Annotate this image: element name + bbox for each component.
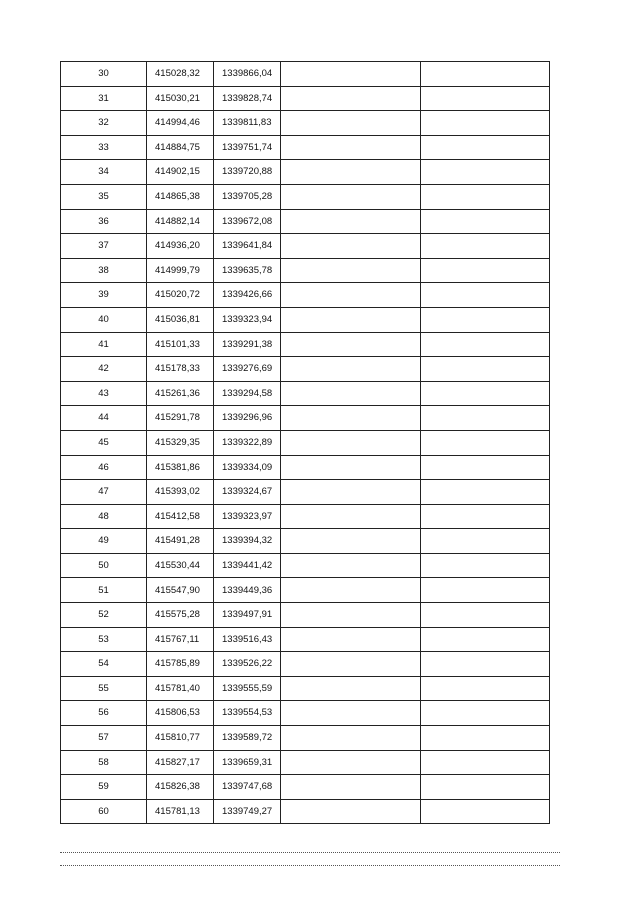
point-number-cell: 44 [61, 406, 147, 431]
y-coordinate-cell: 1339291,38 [214, 332, 281, 357]
x-coordinate-cell: 415781,13 [147, 799, 214, 824]
table-row [61, 701, 550, 726]
empty-cell [421, 652, 550, 677]
point-number-cell: 58 [61, 750, 147, 775]
table-row [61, 381, 550, 406]
x-coordinate-cell: 414865,38 [147, 184, 214, 209]
point-number-cell: 51 [61, 578, 147, 603]
y-coordinate-cell: 1339516,43 [214, 627, 281, 652]
empty-cell [421, 701, 550, 726]
point-number-cell: 36 [61, 209, 147, 234]
empty-cell [281, 381, 421, 406]
y-coordinate-cell: 1339441,42 [214, 553, 281, 578]
x-coordinate-cell: 415030,21 [147, 86, 214, 111]
table-row [61, 209, 550, 234]
x-coordinate-cell: 415547,90 [147, 578, 214, 603]
y-coordinate-cell: 1339426,66 [214, 283, 281, 308]
empty-cell [421, 627, 550, 652]
y-coordinate-cell: 1339749,27 [214, 799, 281, 824]
x-coordinate-cell: 414882,14 [147, 209, 214, 234]
empty-cell [281, 234, 421, 259]
point-number-cell: 55 [61, 676, 147, 701]
point-number-cell: 30 [61, 62, 147, 87]
table-row [61, 258, 550, 283]
empty-cell [281, 676, 421, 701]
empty-cell [421, 258, 550, 283]
y-coordinate-cell: 1339394,32 [214, 529, 281, 554]
x-coordinate-cell: 415810,77 [147, 726, 214, 751]
point-number-cell: 39 [61, 283, 147, 308]
table-row [61, 430, 550, 455]
table-row [61, 676, 550, 701]
empty-cell [421, 184, 550, 209]
point-number-cell: 31 [61, 86, 147, 111]
empty-cell [421, 307, 550, 332]
x-coordinate-cell: 415329,35 [147, 430, 214, 455]
empty-cell [281, 553, 421, 578]
y-coordinate-cell: 1339589,72 [214, 726, 281, 751]
x-coordinate-cell: 415020,72 [147, 283, 214, 308]
empty-cell [281, 184, 421, 209]
empty-cell [421, 553, 550, 578]
x-coordinate-cell: 415178,33 [147, 357, 214, 382]
y-coordinate-cell: 1339294,58 [214, 381, 281, 406]
x-coordinate-cell: 415491,28 [147, 529, 214, 554]
empty-cell [281, 480, 421, 505]
x-coordinate-cell: 415781,40 [147, 676, 214, 701]
empty-cell [421, 603, 550, 628]
empty-cell [281, 652, 421, 677]
table-row [61, 480, 550, 505]
x-coordinate-cell: 415575,28 [147, 603, 214, 628]
table-row [61, 406, 550, 431]
empty-cell [421, 430, 550, 455]
y-coordinate-cell: 1339449,36 [214, 578, 281, 603]
empty-cell [281, 775, 421, 800]
empty-cell [281, 504, 421, 529]
dotted-separator-line [60, 852, 560, 853]
point-number-cell: 60 [61, 799, 147, 824]
point-number-cell: 35 [61, 184, 147, 209]
coordinates-table-body [61, 62, 550, 824]
point-number-cell: 59 [61, 775, 147, 800]
empty-cell [421, 529, 550, 554]
table-row [61, 726, 550, 751]
x-coordinate-cell: 415028,32 [147, 62, 214, 87]
x-coordinate-cell: 415393,02 [147, 480, 214, 505]
empty-cell [281, 209, 421, 234]
point-number-cell: 53 [61, 627, 147, 652]
y-coordinate-cell: 1339659,31 [214, 750, 281, 775]
point-number-cell: 32 [61, 111, 147, 136]
table-row [61, 578, 550, 603]
y-coordinate-cell: 1339705,28 [214, 184, 281, 209]
point-number-cell: 52 [61, 603, 147, 628]
empty-cell [421, 86, 550, 111]
point-number-cell: 49 [61, 529, 147, 554]
empty-cell [421, 332, 550, 357]
table-row [61, 283, 550, 308]
empty-cell [421, 750, 550, 775]
table-row [61, 799, 550, 824]
empty-cell [421, 799, 550, 824]
x-coordinate-cell: 414884,75 [147, 135, 214, 160]
empty-cell [281, 111, 421, 136]
y-coordinate-cell: 1339751,74 [214, 135, 281, 160]
empty-cell [421, 726, 550, 751]
table-row [61, 775, 550, 800]
x-coordinate-cell: 415767,11 [147, 627, 214, 652]
point-number-cell: 37 [61, 234, 147, 259]
x-coordinate-cell: 415785,89 [147, 652, 214, 677]
empty-cell [421, 160, 550, 185]
empty-cell [421, 62, 550, 87]
x-coordinate-cell: 415261,36 [147, 381, 214, 406]
y-coordinate-cell: 1339641,84 [214, 234, 281, 259]
point-number-cell: 54 [61, 652, 147, 677]
y-coordinate-cell: 1339555,59 [214, 676, 281, 701]
empty-cell [281, 283, 421, 308]
table-row [61, 357, 550, 382]
empty-cell [421, 357, 550, 382]
table-row [61, 86, 550, 111]
empty-cell [421, 111, 550, 136]
table-row [61, 750, 550, 775]
empty-cell [281, 357, 421, 382]
y-coordinate-cell: 1339866,04 [214, 62, 281, 87]
y-coordinate-cell: 1339334,09 [214, 455, 281, 480]
table-row [61, 553, 550, 578]
empty-cell [281, 430, 421, 455]
x-coordinate-cell: 414999,79 [147, 258, 214, 283]
table-row [61, 234, 550, 259]
y-coordinate-cell: 1339720,88 [214, 160, 281, 185]
table-row [61, 332, 550, 357]
y-coordinate-cell: 1339324,67 [214, 480, 281, 505]
empty-cell [281, 455, 421, 480]
table-row [61, 184, 550, 209]
x-coordinate-cell: 415381,86 [147, 455, 214, 480]
x-coordinate-cell: 415101,33 [147, 332, 214, 357]
empty-cell [281, 799, 421, 824]
table-row [61, 455, 550, 480]
point-number-cell: 40 [61, 307, 147, 332]
table-row [61, 111, 550, 136]
empty-cell [421, 135, 550, 160]
empty-cell [421, 676, 550, 701]
dotted-separator-line [60, 865, 560, 866]
empty-cell [281, 603, 421, 628]
point-number-cell: 46 [61, 455, 147, 480]
point-number-cell: 34 [61, 160, 147, 185]
point-number-cell: 43 [61, 381, 147, 406]
table-row [61, 603, 550, 628]
y-coordinate-cell: 1339635,78 [214, 258, 281, 283]
coordinates-table [60, 61, 550, 824]
empty-cell [281, 332, 421, 357]
empty-cell [421, 480, 550, 505]
empty-cell [281, 62, 421, 87]
y-coordinate-cell: 1339828,74 [214, 86, 281, 111]
y-coordinate-cell: 1339296,96 [214, 406, 281, 431]
empty-cell [281, 627, 421, 652]
x-coordinate-cell: 415827,17 [147, 750, 214, 775]
y-coordinate-cell: 1339811,83 [214, 111, 281, 136]
empty-cell [421, 283, 550, 308]
point-number-cell: 57 [61, 726, 147, 751]
table-row [61, 652, 550, 677]
empty-cell [281, 750, 421, 775]
point-number-cell: 38 [61, 258, 147, 283]
empty-cell [421, 775, 550, 800]
y-coordinate-cell: 1339526,22 [214, 652, 281, 677]
empty-cell [421, 209, 550, 234]
point-number-cell: 33 [61, 135, 147, 160]
empty-cell [281, 406, 421, 431]
empty-cell [281, 529, 421, 554]
empty-cell [421, 504, 550, 529]
y-coordinate-cell: 1339554,53 [214, 701, 281, 726]
point-number-cell: 45 [61, 430, 147, 455]
x-coordinate-cell: 415826,38 [147, 775, 214, 800]
empty-cell [281, 135, 421, 160]
y-coordinate-cell: 1339672,08 [214, 209, 281, 234]
empty-cell [421, 455, 550, 480]
empty-cell [281, 86, 421, 111]
x-coordinate-cell: 414994,46 [147, 111, 214, 136]
empty-cell [421, 234, 550, 259]
empty-cell [281, 307, 421, 332]
table-row [61, 504, 550, 529]
point-number-cell: 56 [61, 701, 147, 726]
empty-cell [281, 258, 421, 283]
point-number-cell: 50 [61, 553, 147, 578]
x-coordinate-cell: 415412,58 [147, 504, 214, 529]
x-coordinate-cell: 415530,44 [147, 553, 214, 578]
table-row [61, 307, 550, 332]
y-coordinate-cell: 1339497,91 [214, 603, 281, 628]
x-coordinate-cell: 415036,81 [147, 307, 214, 332]
table-row [61, 529, 550, 554]
y-coordinate-cell: 1339323,94 [214, 307, 281, 332]
x-coordinate-cell: 415291,78 [147, 406, 214, 431]
table-row [61, 627, 550, 652]
y-coordinate-cell: 1339322,89 [214, 430, 281, 455]
point-number-cell: 48 [61, 504, 147, 529]
point-number-cell: 42 [61, 357, 147, 382]
empty-cell [281, 701, 421, 726]
point-number-cell: 41 [61, 332, 147, 357]
empty-cell [281, 160, 421, 185]
empty-cell [281, 726, 421, 751]
table-row [61, 62, 550, 87]
empty-cell [421, 578, 550, 603]
empty-cell [281, 578, 421, 603]
y-coordinate-cell: 1339276,69 [214, 357, 281, 382]
x-coordinate-cell: 414936,20 [147, 234, 214, 259]
empty-cell [421, 381, 550, 406]
table-row [61, 135, 550, 160]
table-row [61, 160, 550, 185]
point-number-cell: 47 [61, 480, 147, 505]
empty-cell [421, 406, 550, 431]
x-coordinate-cell: 415806,53 [147, 701, 214, 726]
y-coordinate-cell: 1339747,68 [214, 775, 281, 800]
x-coordinate-cell: 414902,15 [147, 160, 214, 185]
y-coordinate-cell: 1339323,97 [214, 504, 281, 529]
